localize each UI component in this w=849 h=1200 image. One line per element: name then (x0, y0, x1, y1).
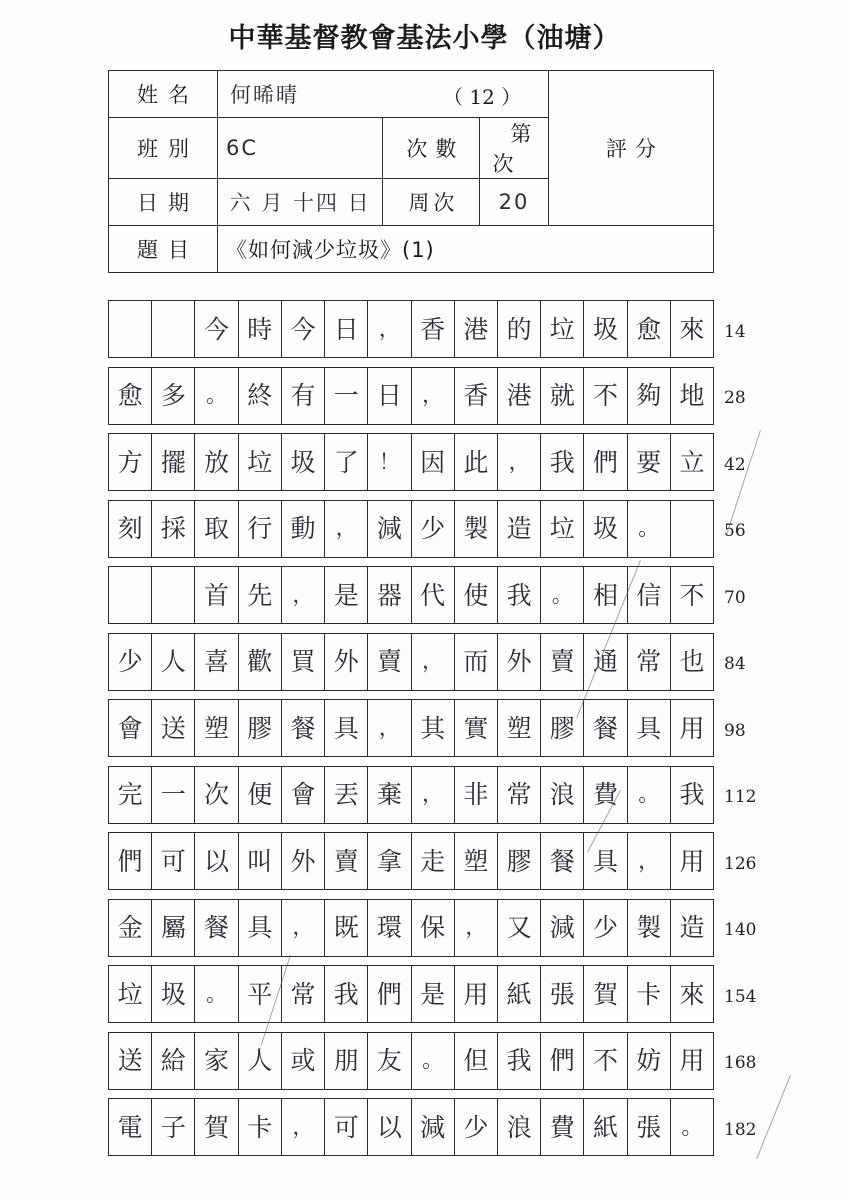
composition-row (108, 633, 808, 696)
date-value[interactable]: 六 月 十四 日 (218, 179, 383, 226)
composition-row-cells (108, 832, 714, 890)
name-label: 姓名 (109, 71, 218, 118)
composition-cell[interactable]: 常 (282, 966, 325, 1022)
week-field (383, 179, 548, 226)
composition-cell[interactable]: 擺 (152, 434, 195, 490)
composition-cell[interactable]: 減 (368, 501, 411, 557)
row-character-count: 14 (724, 321, 746, 342)
composition-row-cells (108, 965, 714, 1023)
composition-cell[interactable]: 器 (368, 567, 411, 623)
name-number: （ 12 ） (443, 85, 522, 109)
composition-cell[interactable]: 。 (195, 966, 238, 1022)
composition-cell[interactable]: 外 (325, 634, 368, 690)
composition-row (108, 766, 808, 829)
composition-cell[interactable]: 今 (282, 301, 325, 357)
composition-cell[interactable] (671, 501, 713, 557)
composition-cell[interactable]: 便 (239, 767, 282, 823)
composition-cell[interactable]: 不 (584, 368, 627, 424)
composition-cell[interactable]: 圾 (584, 301, 627, 357)
composition-cell[interactable]: 圾 (584, 501, 627, 557)
composition-row (108, 300, 808, 363)
composition-cell[interactable]: 少 (109, 634, 152, 690)
row-character-count: 126 (724, 853, 757, 874)
composition-cell[interactable]: ， (368, 301, 411, 357)
student-info-table (108, 70, 714, 273)
composition-cell[interactable]: 取 (195, 501, 238, 557)
composition-cell[interactable]: 膠 (498, 833, 541, 889)
composition-cell[interactable]: 張 (628, 1099, 671, 1155)
composition-row (108, 433, 808, 496)
composition-cell[interactable]: 送 (109, 1033, 152, 1089)
composition-cell[interactable]: 走 (412, 833, 455, 889)
composition-cell[interactable]: 愈 (109, 368, 152, 424)
times-label: 次數 (383, 118, 480, 178)
composition-cell[interactable]: 友 (368, 1033, 411, 1089)
composition-cell[interactable]: 具 (325, 700, 368, 756)
composition-cell[interactable]: 要 (628, 434, 671, 490)
composition-cell[interactable]: 少 (412, 501, 455, 557)
composition-row-cells (108, 566, 714, 624)
composition-cell[interactable]: 一 (152, 767, 195, 823)
composition-row (108, 832, 808, 895)
row-character-count: 84 (724, 654, 746, 674)
composition-cell[interactable]: 電 (109, 1099, 152, 1155)
composition-row (108, 1032, 808, 1095)
composition-cell[interactable]: 方 (109, 434, 152, 490)
composition-cell[interactable]: 首 (195, 567, 238, 623)
composition-cell[interactable]: 。 (628, 501, 671, 557)
composition-cell[interactable]: 因 (412, 434, 455, 490)
composition-cell[interactable]: 來 (679, 979, 705, 1009)
composition-cell[interactable]: 賀 (195, 1099, 238, 1155)
composition-cell[interactable]: 動 (282, 501, 325, 557)
composition-cell[interactable]: 賣 (325, 833, 368, 889)
composition-cell[interactable]: 浪 (541, 767, 584, 823)
composition-row-cells (108, 899, 714, 957)
composition-cell[interactable]: 日 (325, 301, 368, 357)
row-character-count: 28 (724, 388, 746, 408)
composition-row-cells (108, 766, 714, 824)
composition-cell[interactable]: 垃 (541, 301, 584, 357)
composition-row-cells (108, 367, 714, 425)
composition-cell[interactable]: 妨 (628, 1033, 671, 1089)
composition-row (108, 500, 808, 563)
composition-cell[interactable]: 多 (152, 368, 195, 424)
composition-cell[interactable]: 代 (412, 567, 455, 623)
composition-cell[interactable]: 圾 (152, 966, 195, 1022)
composition-cell[interactable] (109, 301, 152, 357)
times-value[interactable]: 第 次 (492, 122, 640, 176)
composition-cell[interactable]: 夠 (628, 368, 671, 424)
composition-cell[interactable]: 拿 (368, 833, 411, 889)
composition-cell[interactable]: 膠 (239, 700, 282, 756)
composition-cell[interactable]: 又 (498, 900, 541, 956)
composition-row (108, 699, 808, 762)
composition-row-cells (108, 1098, 714, 1156)
composition-cell[interactable]: 棄 (368, 767, 411, 823)
composition-cell[interactable]: 。 (681, 1114, 703, 1139)
composition-cell[interactable]: 圾 (282, 434, 325, 490)
composition-cell[interactable]: 刻 (109, 501, 152, 557)
composition-cell[interactable]: 卡 (239, 1099, 282, 1155)
composition-cell[interactable]: 。 (195, 368, 238, 424)
composition-cell[interactable]: 愈 (628, 301, 671, 357)
composition-cell[interactable]: 日 (368, 368, 411, 424)
composition-cell[interactable]: 的 (498, 301, 541, 357)
composition-cell[interactable]: 垃 (109, 966, 152, 1022)
composition-cell[interactable]: ， (498, 434, 541, 490)
composition-cell[interactable]: 來 (679, 314, 705, 344)
composition-cell[interactable]: 塑 (498, 700, 541, 756)
row-character-count: 140 (724, 920, 757, 940)
composition-cell[interactable]: 可 (325, 1099, 368, 1155)
composition-cell[interactable]: 賣 (541, 634, 584, 690)
score-label: 評分 (548, 71, 713, 226)
info-row-name (109, 71, 714, 118)
composition-cell[interactable]: ， (282, 567, 325, 623)
composition-cell[interactable]: 次 (195, 767, 238, 823)
composition-cell[interactable]: ， (412, 767, 455, 823)
composition-cell[interactable]: 。 (628, 767, 671, 823)
composition-cell[interactable]: ， (282, 1099, 325, 1155)
composition-cell[interactable]: 金 (109, 900, 152, 956)
composition-cell[interactable]: 用 (455, 966, 498, 1022)
composition-cell[interactable]: 賀 (584, 966, 627, 1022)
composition-cell[interactable]: 環 (368, 900, 411, 956)
composition-cell[interactable]: 是 (412, 966, 455, 1022)
row-character-count: 182 (724, 1119, 757, 1140)
composition-cell[interactable]: 終 (239, 368, 282, 424)
composition-cell[interactable]: 此 (455, 434, 498, 490)
composition-cell[interactable]: 保 (412, 900, 455, 956)
composition-cell[interactable]: 們 (368, 966, 411, 1022)
composition-cell[interactable]: 我 (679, 780, 705, 809)
composition-cell[interactable]: 丟 (325, 767, 368, 823)
composition-cell[interactable]: 我 (498, 1033, 541, 1089)
composition-cell[interactable]: 製 (455, 501, 498, 557)
composition-cell[interactable]: 用 (679, 1046, 705, 1075)
composition-cell[interactable]: 朋 (325, 1033, 368, 1089)
composition-cell[interactable]: ， (412, 634, 455, 690)
composition-row (108, 367, 808, 430)
composition-cell[interactable]: 屬 (152, 900, 195, 956)
composition-cell[interactable]: 非 (455, 767, 498, 823)
row-character-count: 70 (724, 587, 746, 608)
composition-cell[interactable]: 我 (325, 966, 368, 1022)
class-value[interactable]: 6C (218, 118, 383, 179)
composition-cell[interactable]: 浪 (498, 1099, 541, 1155)
composition-cell[interactable]: 。 (541, 567, 584, 623)
composition-cell[interactable] (152, 567, 195, 623)
composition-cell[interactable]: 立 (679, 447, 705, 477)
composition-cell[interactable] (152, 301, 195, 357)
composition-cell[interactable]: 費 (541, 1099, 584, 1155)
composition-cell[interactable]: 香 (412, 301, 455, 357)
week-label: 周次 (383, 179, 480, 225)
composition-cell[interactable]: 餐 (195, 900, 238, 956)
info-row-topic (109, 226, 714, 273)
composition-cell[interactable]: 一 (325, 368, 368, 424)
composition-cell[interactable]: 我 (541, 434, 584, 490)
row-character-count: 168 (724, 1053, 757, 1073)
composition-cell[interactable]: 而 (455, 634, 498, 690)
composition-cell[interactable]: 會 (109, 700, 152, 756)
composition-cell[interactable]: 們 (541, 1033, 584, 1089)
composition-cell[interactable]: 垃 (541, 501, 584, 557)
composition-cell[interactable]: 通 (584, 634, 627, 690)
row-character-count: 112 (724, 787, 757, 807)
row-character-count: 98 (724, 720, 746, 741)
composition-cell[interactable]: 實 (455, 700, 498, 756)
composition-cell[interactable]: 製 (628, 900, 671, 956)
name-field[interactable] (218, 71, 549, 118)
composition-cell[interactable]: 少 (455, 1099, 498, 1155)
composition-cell[interactable]: 常 (498, 767, 541, 823)
composition-cell[interactable]: 子 (152, 1099, 195, 1155)
composition-cell[interactable]: 紙 (584, 1099, 627, 1155)
composition-cell[interactable]: 時 (239, 301, 282, 357)
composition-cell[interactable]: ， (368, 700, 411, 756)
composition-cell[interactable]: 歡 (239, 634, 282, 690)
composition-cell[interactable]: 其 (412, 700, 455, 756)
composition-cell[interactable]: 叫 (239, 833, 282, 889)
composition-cell[interactable]: 給 (152, 1033, 195, 1089)
composition-cell[interactable]: 具 (584, 833, 627, 889)
week-value[interactable]: 20 (498, 190, 530, 214)
composition-cell[interactable]: 用 (679, 846, 705, 876)
composition-row-cells (108, 1032, 714, 1090)
composition-cell[interactable]: ， (282, 900, 325, 956)
composition-cell[interactable]: 會 (282, 767, 325, 823)
composition-cell[interactable]: 卡 (628, 966, 671, 1022)
composition-cell[interactable]: 可 (152, 833, 195, 889)
composition-cell[interactable]: 地 (679, 381, 705, 410)
composition-cell[interactable]: 人 (239, 1033, 282, 1089)
composition-cell[interactable]: 港 (455, 301, 498, 357)
composition-cell[interactable]: 。 (412, 1033, 455, 1089)
composition-cell[interactable]: 放 (195, 434, 238, 490)
topic-label: 題目 (109, 226, 218, 273)
composition-cell[interactable]: 用 (679, 713, 705, 743)
composition-cell[interactable]: 了 (325, 434, 368, 490)
composition-cell[interactable]: 送 (152, 700, 195, 756)
composition-cell[interactable]: 不 (679, 580, 705, 610)
composition-cell[interactable]: 先 (239, 567, 282, 623)
composition-cell[interactable]: 家 (195, 1033, 238, 1089)
composition-cell[interactable]: 採 (152, 501, 195, 557)
composition-cell[interactable]: ， (455, 900, 498, 956)
composition-row-cells (108, 633, 714, 691)
composition-row (108, 1098, 808, 1161)
composition-cell[interactable]: 是 (325, 567, 368, 623)
topic-value[interactable]: 《如何減少垃圾》(1) (218, 226, 714, 273)
name-value: 何晞晴 (230, 83, 299, 107)
composition-cell[interactable]: 喜 (195, 634, 238, 690)
composition-cell[interactable]: 不 (584, 1033, 627, 1089)
composition-cell[interactable]: 們 (109, 833, 152, 889)
composition-row-cells (108, 300, 714, 358)
composition-cell[interactable]: 使 (455, 567, 498, 623)
composition-cell[interactable] (109, 567, 152, 623)
composition-cell[interactable]: 減 (412, 1099, 455, 1155)
composition-cell[interactable]: 人 (152, 634, 195, 690)
composition-cell[interactable]: 也 (679, 647, 705, 676)
composition-cell[interactable]: 平 (239, 966, 282, 1022)
composition-cell[interactable]: 少 (584, 900, 627, 956)
composition-cell[interactable]: 既 (325, 900, 368, 956)
composition-cell[interactable]: 塑 (195, 700, 238, 756)
composition-row (108, 899, 808, 962)
composition-cell[interactable]: 具 (239, 900, 282, 956)
composition-cell[interactable]: 賣 (368, 634, 411, 690)
composition-cell[interactable]: 減 (541, 900, 584, 956)
composition-cell[interactable]: 塑 (455, 833, 498, 889)
composition-cell[interactable]: 膠 (541, 700, 584, 756)
composition-cell[interactable]: 費 (584, 767, 627, 823)
composition-cell[interactable]: ， (628, 833, 671, 889)
composition-cell[interactable]: 完 (109, 767, 152, 823)
composition-cell[interactable]: 有 (282, 368, 325, 424)
row-character-count: 154 (724, 986, 757, 1007)
composition-cell[interactable]: 外 (498, 634, 541, 690)
row-character-count: 42 (724, 454, 746, 475)
composition-cell[interactable]: 我 (498, 567, 541, 623)
class-label: 班別 (109, 118, 218, 179)
composition-cell[interactable]: 買 (282, 634, 325, 690)
composition-cell[interactable]: 垃 (239, 434, 282, 490)
composition-cell[interactable]: 但 (455, 1033, 498, 1089)
composition-cell[interactable]: 信 (628, 567, 671, 623)
composition-cell[interactable]: 餐 (541, 833, 584, 889)
date-label: 日期 (109, 179, 218, 226)
composition-cell[interactable]: 以 (195, 833, 238, 889)
composition-row-cells (108, 433, 714, 491)
row-character-count: 56 (724, 521, 746, 541)
composition-cell[interactable]: 香 (455, 368, 498, 424)
page-title: 中華基督教會基法小學（油塘） (228, 23, 621, 54)
composition-cell[interactable]: 就 (541, 368, 584, 424)
composition-cell[interactable]: 或 (282, 1033, 325, 1089)
composition-grid (108, 300, 808, 1165)
composition-cell[interactable]: 們 (584, 434, 627, 490)
composition-cell[interactable]: 港 (498, 368, 541, 424)
composition-row-cells (108, 699, 714, 757)
composition-row (108, 566, 808, 629)
composition-cell[interactable]: ， (412, 368, 455, 424)
composition-cell[interactable]: 造 (679, 913, 705, 942)
composition-cell[interactable]: 以 (368, 1099, 411, 1155)
composition-cell[interactable]: ， (325, 501, 368, 557)
composition-cell[interactable]: 行 (239, 501, 282, 557)
composition-cell[interactable]: 張 (541, 966, 584, 1022)
composition-cell[interactable]: ！ (368, 434, 411, 490)
composition-cell[interactable]: 餐 (584, 700, 627, 756)
composition-cell[interactable]: 相 (584, 567, 627, 623)
composition-row-cells (108, 500, 714, 558)
composition-cell[interactable]: 餐 (282, 700, 325, 756)
composition-cell[interactable]: 具 (628, 700, 671, 756)
composition-cell[interactable]: 造 (498, 501, 541, 557)
composition-cell[interactable]: 外 (282, 833, 325, 889)
composition-row (108, 965, 808, 1028)
composition-cell[interactable]: 今 (195, 301, 238, 357)
composition-cell[interactable]: 常 (628, 634, 671, 690)
composition-cell[interactable]: 紙 (498, 966, 541, 1022)
